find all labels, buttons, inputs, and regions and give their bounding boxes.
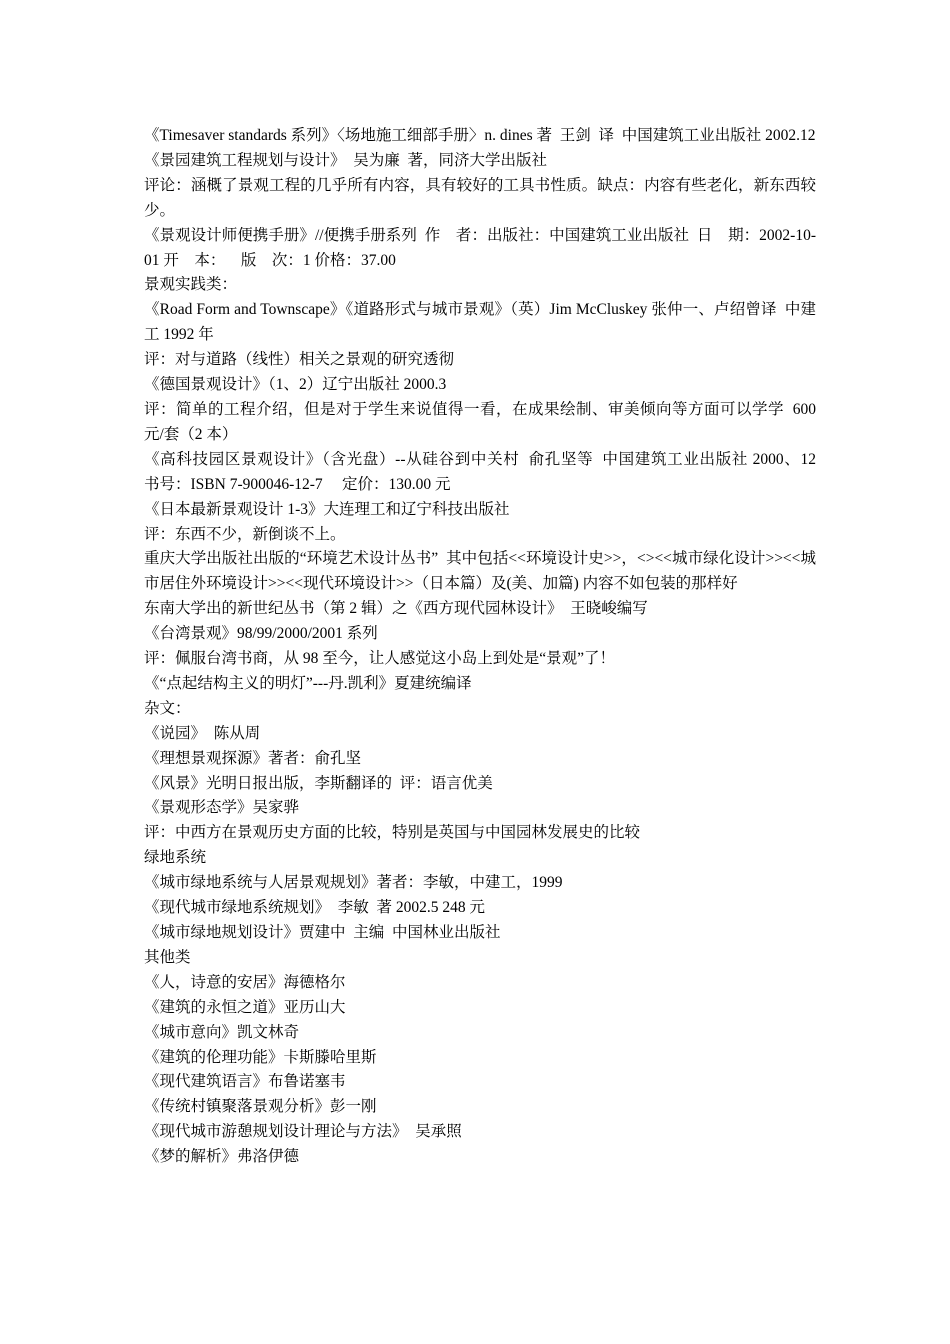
text-line: 《传统村镇聚落景观分析》彭一刚 (144, 1098, 377, 1116)
text-line: 《建筑的永恒之道》亚历山大 (144, 998, 346, 1016)
section-heading: 杂文： (144, 699, 191, 717)
text-line: 《台湾景观》98/99/2000/2001 系列 (144, 625, 378, 643)
text-line: 《现代城市游憩规划设计理论与方法》 吴承照 (144, 1123, 462, 1141)
text-line: 《风景》光明日报出版，李斯翻译的 评：语言优美 (144, 774, 493, 792)
text-line: 《城市绿地规划设计》贾建中 主编 中国林业出版社 (144, 924, 501, 941)
text-line: 《建筑的伦理功能》卡斯滕哈里斯 (144, 1048, 377, 1066)
text-line: 评：佩服台湾书商，从 98 至今，让人感觉这小岛上到处是“景观”了！ (144, 650, 616, 668)
text-line: 重庆大学出版社出版的“环境艺术设计丛书” 其中包括<<环境设计史>>，<><<城市绿化设计>><<城市居住外环境设计>><<现代环境设计>>（日本篇）及(美、加篇) 内容不如包装的那样好 (144, 550, 816, 593)
text-line: 《景观形态学》吴家骅 (144, 799, 300, 817)
section-heading: 其他类 (144, 948, 191, 966)
text-line: 东南大学出的新世纪丛书（第 2 辑）之《西方现代园林设计》 王晓峻编写 (144, 600, 648, 618)
text-line: 《城市绿地系统与人居景观规划》著者：李敏，中建工，1999 (144, 874, 563, 892)
text-line: 《Road Form and Townscape》《道路形式与城市景观》（英）Jim McCluskey 张仲一、卢绍曾译 中建工 1992 年 (144, 301, 816, 344)
text-line: 《日本最新景观设计 1-3》大连理工和辽宁科技出版社 (144, 500, 510, 518)
text-line: 《Timesaver standards 系列》〈场地施工细部手册〉n. dines 著 王剑 译 中国建筑工业出版社 2002.12 (144, 127, 816, 144)
text-line: 评：东西不少，新倒谈不上。 (144, 525, 346, 543)
text-line: 《梦的解析》弗洛伊德 (144, 1148, 300, 1166)
text-line: 《人，诗意的安居》海德格尔 (144, 973, 346, 991)
text-line: 《城市意向》凯文林奇 (144, 1023, 300, 1041)
text-line: 《现代城市绿地系统规划》 李敏 著 2002.5 248 元 (144, 899, 486, 917)
section-heading: 景观实践类： (144, 276, 238, 294)
text-line: 《德国景观设计》（1、2）辽宁出版社 2000.3 (144, 376, 447, 394)
text-line: 评：中西方在景观历史方面的比较，特别是英国与中国园林发展史的比较 (144, 824, 641, 842)
section-heading: 绿地系统 (144, 849, 207, 867)
text-line: 《“点起结构主义的明灯”---丹.凯利》夏建统编译 (144, 674, 472, 692)
text-line: 《现代建筑语言》布鲁诺塞韦 (144, 1073, 346, 1091)
text-line: 评论：涵概了景观工程的几乎所有内容，具有较好的工具书性质。缺点：内容有些老化，新东西较少。 (144, 176, 816, 219)
text-line: 《说园》 陈从周 (144, 724, 261, 742)
text-line: 《景观设计师便携手册》//便携手册系列 作 者：出版社：中国建筑工业出版社 日 期：2002-10-01 开 本： 版 次：1 价格：37.00 (144, 226, 816, 269)
text-line: 评：简单的工程介绍，但是对于学生来说值得一看，在成果绘制、审美倾向等方面可以学学 600 元/套（2 本） (144, 400, 820, 443)
text-line: 《理想景观探源》著者：俞孔坚 (144, 749, 362, 767)
document-body (144, 124, 836, 1170)
text-line: 《高科技园区景观设计》（含光盘）--从硅谷到中关村 俞孔坚等 中国建筑工业出版社 2000、12 书号：ISBN 7-900046-12-7 定价：130.00 元 (144, 450, 836, 493)
text-line: 《景园建筑工程规划与设计》 吴为廉 著，同济大学出版社 (144, 151, 548, 169)
text-line: 评：对与道路（线性）相关之景观的研究透彻 (144, 351, 455, 369)
